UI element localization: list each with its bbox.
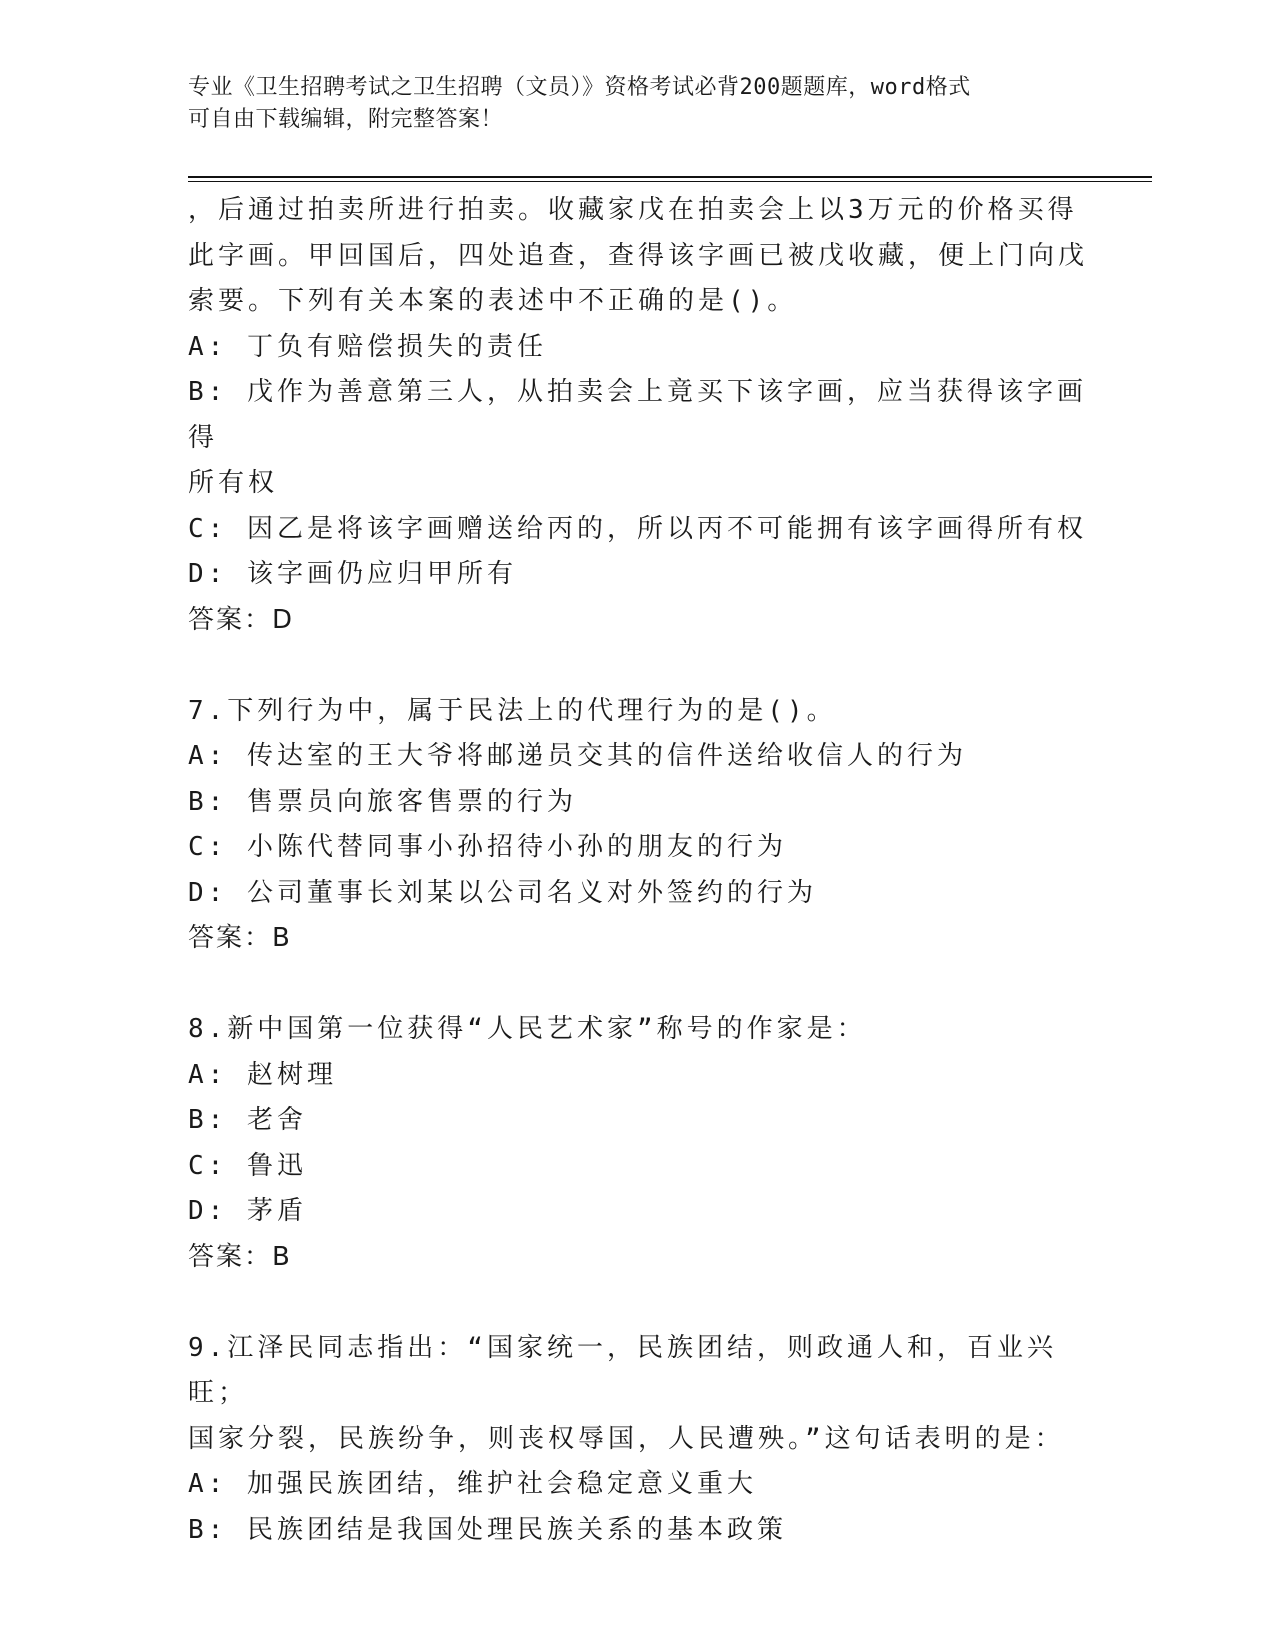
question-6-option-b-line-1: B: 戊作为善意第三人，从拍卖会上竟买下该字画，应当获得该字画得 (188, 377, 1087, 453)
question-6-stem-line-2: 此字画。甲回国后，四处追查，查得该字画已被戊收藏，便上门向戊 (188, 240, 1089, 271)
question-8-option-a: A: 赵树理 (188, 1059, 337, 1090)
question-spacer (188, 1280, 1088, 1326)
question-8-option-b: B: 老舍 (188, 1105, 307, 1135)
question-8-option-d: D: 茅盾 (188, 1196, 307, 1226)
question-6-stem-line-3: 索要。下列有关本案的表述中不正确的是()。 (188, 286, 798, 316)
question-8 (188, 1007, 1088, 1280)
question-6-answer: 答案：D (188, 604, 295, 635)
question-9-stem-line-1: 9.江泽民同志指出：“国家统一，民族团结，则政通人和，百业兴旺； (188, 1332, 1057, 1408)
question-6 (188, 188, 1088, 643)
question-7-option-d: D: 公司董事长刘某以公司名义对外签约的行为 (188, 877, 817, 908)
question-6-option-b-line-2: 所有权 (188, 468, 279, 498)
question-7 (188, 689, 1088, 962)
question-spacer (188, 643, 1088, 689)
question-6-option-a: A: 丁负有赔偿损失的责任 (188, 331, 547, 362)
question-9-stem-line-2: 国家分裂，民族纷争，则丧权辱国，人民遭殃。”这句话表明的是： (188, 1423, 1065, 1454)
header-title-line-1: 专业《卫生招聘考试之卫生招聘（文员）》资格考试必背200题题库，word格式 (188, 75, 971, 100)
question-9 (188, 1326, 1088, 1554)
question-8-option-c: C: 鲁迅 (188, 1150, 307, 1181)
question-7-option-a: A: 传达室的王大爷将邮递员交其的信件送给收信人的行为 (188, 741, 967, 771)
document-header (188, 72, 1088, 136)
question-9-option-a: A: 加强民族团结，维护社会稳定意义重大 (188, 1469, 757, 1499)
question-list (188, 188, 1088, 1553)
question-7-answer: 答案：B (188, 923, 292, 953)
question-7-option-b: B: 售票员向旅客售票的行为 (188, 786, 577, 817)
header-title-line-2: 可自由下载编辑，附完整答案！ (188, 107, 504, 132)
header-divider (188, 176, 1152, 182)
question-8-answer: 答案：B (188, 1241, 292, 1272)
question-6-stem-line-1: ，后通过拍卖所进行拍卖。收藏家戊在拍卖会上以3万元的价格买得 (188, 195, 1078, 225)
question-spacer (188, 962, 1088, 1008)
question-6-option-c: C: 因乙是将该字画赠送给丙的，所以丙不可能拥有该字画得所有权 (188, 513, 1087, 544)
question-7-option-c: C: 小陈代替同事小孙招待小孙的朋友的行为 (188, 832, 787, 862)
question-8-stem: 8.新中国第一位获得“人民艺术家”称号的作家是： (188, 1014, 867, 1044)
question-6-option-d: D: 该字画仍应归甲所有 (188, 559, 517, 589)
question-9-option-b: B: 民族团结是我国处理民族关系的基本政策 (188, 1514, 787, 1545)
question-7-stem: 7.下列行为中，属于民法上的代理行为的是()。 (188, 695, 837, 726)
